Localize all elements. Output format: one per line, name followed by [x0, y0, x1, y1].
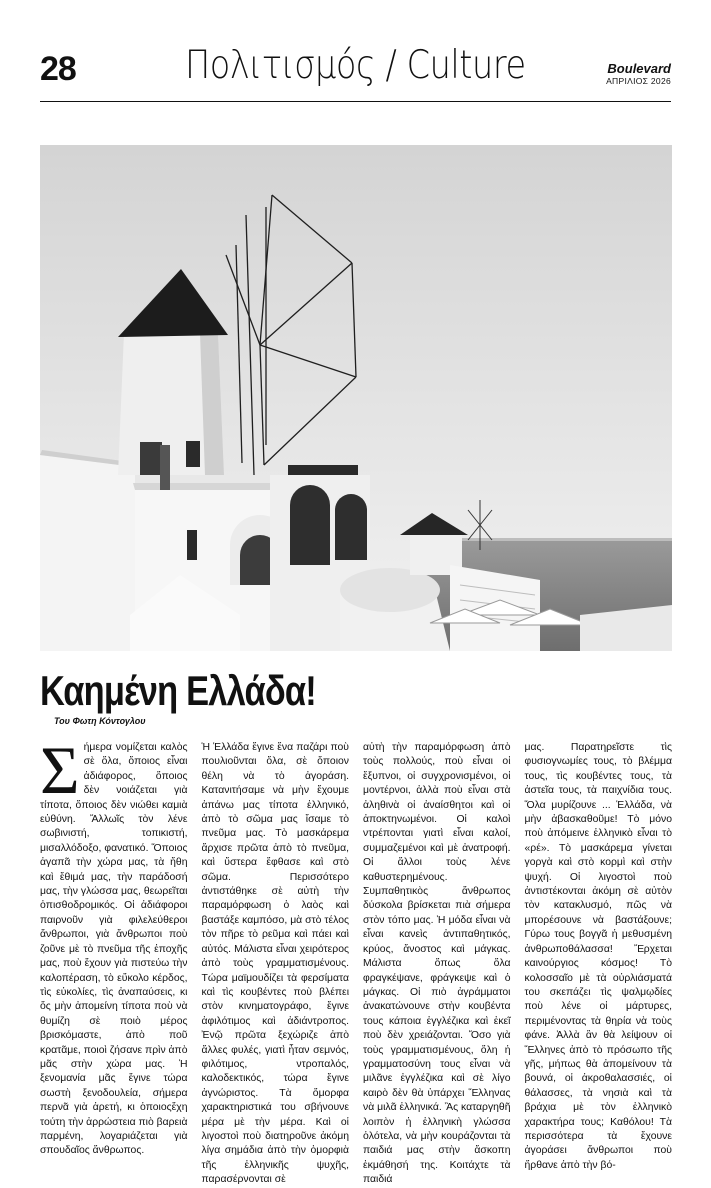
article-column-4: μας. Παρατηρεῖστε τὶς φυσιογνωμίες τους, τὸ βλέμμα τους, τὶς κουβέντες τους, τὰ ἀστεῖα τους, τὰ παιχνίδια τους. Ὅλα μυρίζουνε ... Ἑλλάδα, νὰ μὴν ἀβασκαθοῦμε! Τὸ μόνο ποὺ ἀπόμεινε ἑλληνικὸ εἶναι τὸ «ρέ». Τὸ μασκάρεμα γίνεται γοργὰ καὶ στὸ κορμὶ καὶ στὴν ψυχή. Οἱ λιγοστοὶ ποὺ ἀντιστέκονται ἀκόμη σὲ αὐτὸν τὸν κατακλυσμό, πῶς νὰ μπορέσουνε νὰ βαστάξουνε; Γύρω τους βογγᾶ ἡ μεθυσμένη ἀνθρωποθάλασσα! Ἔρχεται καινούργιος κόσμος! Τὸ κολοσσαῖο μὲ τὰ οὐρλιάσματά του σκεπάζει τὶς ψαλμῳδίες ποὺ λένε οἱ μάρτυρες, περιμένοντας τὰ θηρία νὰ τοὺς φάνε. Ἀλλὰ ἂν θὰ λείψουν οἱ Ἕλληνες ἀπὸ τὸ πρόσωπο τῆς γῆς, μήπως θὰ ἀπομείνουν τὰ βουνά, οἱ ἀκροθαλασσιές, οἱ θάλασσες, τὰ νησιὰ καὶ τὰ βράχια μὲ τὸν ἑλληνικὸ χαρακτήρα τους; Καθόλου! Τὰ περισσότερα τὰ ἔχουνε ἀγοράσει ἄνθρωποι ποὺ ἤρθανε ἀπὸ τὴν βό-: [524, 742, 672, 1171]
drop-cap: Σ: [40, 732, 80, 808]
brand-name: Boulevard: [607, 61, 671, 76]
article-body: [40, 732, 672, 1186]
article-title: Καημένη Ελλάδα!: [40, 667, 316, 714]
column-1-text: ήμερα νομίζεται καλὸς σὲ ὅλα, ὅποιος εἶναι ἀδιάφορος, ὅποιος δὲν νοιάζεται γιὰ τίποτα, ὅποιος δὲν νιώθει καμιὰ εὐθύνη. Ἄλλωῖς τὸν λένε σωβινιστή, τοπικιστή, μισαλλόδοξο, φανατικό. Ὅποιος ἀγαπᾶ τὴν χώρα μας, τὰ ἤθη καὶ ἔθιμά μας, τὴν παράδοσή μας, τὴν γλώσσα μας, θεωρεῖται ὀπισθοδρομικός. Οἱ ἀδιάφοροι παιρνοῦν γιὰ φιλελεύθεροι ἄνθρωποι, γιὰ ἄνθρωποι ποὺ ζοῦνε μὲ τὸ πνεῦμα τῆς ἐποχῆς μας, ποὺ ἔχουν γιὰ πιστεύω τὴν καλοπέραση, τὸ εὔκολο κέρδος, τὶς εὐκολίες, τὶς ἀναπαύσεις, κι ὅς μὴν ἀπομείνη τίποτα ποὺ νὰ θυμίζη σὲ ποιὸ μέρος βρισκόμαστε, ἀπὸ ποῦ κρατᾶμε, ποιοὶ ζήσανε πρὶν ἀπὸ μᾶς στὴν χώρα μας. Ἡ ξενομανία μᾶς ἔγινε τώρα σωστὴ ξενοδουλεία, σήμερα περνᾶ γιὰ ἀρετή, κι ὁποιοςἔχη τούτη τὴν ἀρρώστεια πιὸ βαρειὰ παρμένη, λογαριάζεται γιὰ σπουδαῖος ἄνθρωπος.: [40, 742, 188, 1157]
section-title: Πολιτισμός / Culture: [185, 43, 526, 88]
article-column-3: αὐτὴ τὴν παραμόρφωση ἀπὸ τοὺς πολλούς, ποὺ εἶναι οἱ ἔξυπνοι, οἱ συγχρονισμένοι, οἱ μοντέρνοι, ἀλλὰ ποὺ εἶναι στὰ ἀληθινὰ οἱ ἀναίσθητοι καὶ οἱ ἀποκτηνωμένοι. Οἱ καλοὶ ντρέπονται γιατὶ εἶναι καλοί, συμμαζεμένοι καὶ μὲ ἀνατροφή. Οἱ ἄλλοι τοὺς λένε καθυστερημένους. Συμπαθητικὸς ἄνθρωπος δύσκολα βρίσκεται πιὰ σήμερα στὸν τόπο μας. Ἡ μόδα εἶναι νὰ εἶναι κανεὶς ἀντιπαθητικός, κρύος, ἄνοστος καὶ μάγκας. Μάλιστα ὅπως ὅλα φραγκέψανε, φράγκεψε καὶ ὁ μάγκας. Οἱ πιὸ ἀγράμματοι ἀνακατώνουνε στὴν κουβέντα τους κάποια ἐγγλέζικα καὶ ἐκεῖ ποὺ δὲν χρειάζονται. Ὅσο γιὰ τοὺς γραμματισμένους, ὅλη ἡ γραμματοσύνη τους εἶναι νὰ μιλᾶνε ἐγγλέζικα καὶ σὲ λίγο καιρὸ δὲν θὰ ὑπάρχει Ἕλληνας νὰ μιλᾶ ἑλληνικά. Ἂς καταργηθῆ λοιπὸν ἡ ἑλληνικὴ γλώσσα ὁλότελα, νὰ μὴν κουράζονται τὰ παιδιά μας στὴν ἄσκοπη ἐκμάθησή της. Κοιτάχτε τὰ παιδιά: [363, 742, 511, 1186]
article-column-1: [40, 732, 188, 1188]
byline: Του Φωτη Κόντογλου: [54, 716, 146, 726]
issue-date: ΑΠΡΙΛΙΟΣ 2026: [606, 76, 671, 86]
windmill-illustration: [40, 145, 672, 651]
header-rule: [40, 101, 671, 102]
article-column-2: Ἡ Ἑλλάδα ἔγινε ἕνα παζάρι ποὺ πουλιοῦνται ὅλα, σὲ ὅποιον θέλη νὰ τὸ ἀγοράση. Κατανιτήσαμε νὰ μὴν ἔχουμε ἀπάνω μας τίποτα ἑλληνικό, ἀπὸ τὸ σῶμα μας ἴσαμε τὸ πνεῦμα μας. Τὸ μασκάρεμα ἄρχισε πρῶτα ἀπὸ τὸ πνεῦμα, καὶ ὕστερα ἔφθασε καὶ στὸ σῶμα. Περισσότερο ἀντιστάθηκε σὲ αὐτὴ τὴν παραμόρφωση ὁ λαὸς καὶ βαστάξε καμπόσο, μὰ στὸ τέλος τὸν πῆρε τὸ ρεῦμα καὶ πάει καὶ αὐτός. Μάλιστα εἶναι χειρότερος ἀπὸ τοὺς γραμματισμένους. Τώρα μαϊμουδίζει τὰ φερσίματα καὶ τὶς κουβέντες ποὺ βλέπει στὸν κινηματογράφο, ἔγινε ἀφιλότιμος καὶ ἀδιάντροπος. Ἐνῷ πρῶτα ξεχώριζε ἀπὸ ἄλλες φυλές, γιατὶ ἦταν σεμνός, φιλότιμος, ντροπαλός, καλοδεκτικός, τώρα ἔγινε ἀγνώριστος. Τὰ ὄμορφα χαρακτηριστικά του σβήνουνε μέρα μὲ τὴν μέρα. Καὶ οἱ λιγοστοὶ ποὺ διατηροῦνε ἀκόμη λίγα σημάδια ἀπὸ τὴν ὀμορφιὰ τῆς ἑλληνικῆς ψυχῆς, παρασέρνονται σὲ: [201, 742, 349, 1186]
page-number: 28: [40, 50, 76, 88]
windmill-photo: [40, 145, 672, 651]
brand-block: [606, 62, 671, 86]
